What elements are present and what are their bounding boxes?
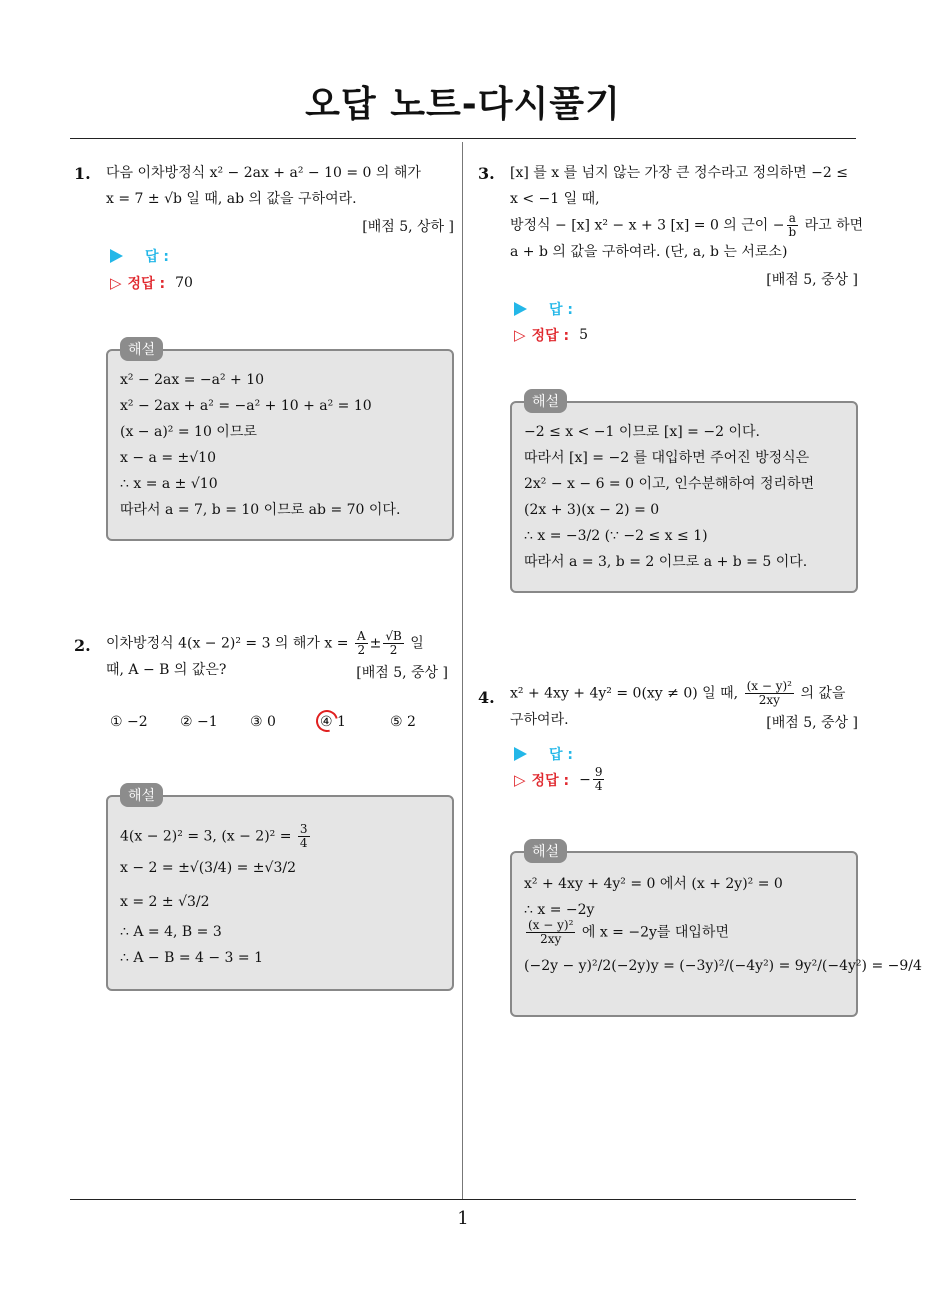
solution-line: 따라서 [x] = −2 를 대입하면 주어진 방정식은 <box>524 450 810 466</box>
explanation-tag: 해설 <box>120 337 163 361</box>
solution-line: 따라서 a = 7, b = 10 이므로 ab = 70 이다. <box>120 502 401 518</box>
question-line: x < −1 일 때, <box>510 191 600 207</box>
fraction: $\frac{A}{2}$ <box>356 629 366 657</box>
answer-row <box>514 744 573 764</box>
correct-fraction: $\frac{9}{4}$ <box>594 765 603 793</box>
fraction: $\frac{a}{b}$ <box>788 211 797 239</box>
answer-row <box>514 299 573 319</box>
choice-4[interactable]: ④ 1 <box>320 714 346 730</box>
solution-line: −2 ≤ x < −1 이므로 [x] = −2 이다. <box>524 424 760 440</box>
outline-triangle-icon: ▷ <box>514 770 526 789</box>
explanation-tag: 해설 <box>524 839 567 863</box>
score-meta: [배점 5, 중상 ] <box>766 715 858 731</box>
correct-label: 정답 : <box>127 276 166 292</box>
question-text: 이차방정식 4(x − 2)² = 3 의 해가 x = <box>106 635 349 652</box>
fraction: $\frac{√B}{2}$ <box>385 629 402 657</box>
answer-circle-mark <box>312 706 342 736</box>
page-number: 1 <box>457 1208 469 1229</box>
question-line: a + b 의 값을 구하여라. (단, a, b 는 서로소) <box>510 244 788 260</box>
correct-row <box>110 273 193 293</box>
top-divider <box>70 138 856 139</box>
solution-line: x − 2 = ±√(3/4) = ±√3/2 <box>120 860 296 876</box>
bottom-divider <box>70 1199 856 1200</box>
explanation-tag: 해설 <box>524 389 567 413</box>
solution-line: ∴ x = −3/2 (∵ −2 ≤ x ≤ 1) <box>524 528 708 544</box>
solution-line: 따라서 a = 3, b = 2 이므로 a + b = 5 이다. <box>524 554 808 570</box>
explanation-box <box>510 844 922 1017</box>
solution-line: $\frac{\text{(x − y)²}}{2xy}$ 에 x = −2y를 대입하면 <box>528 918 729 946</box>
question-text: 의 값을 <box>800 685 846 702</box>
solution-line: x² + 4xy + 4y² = 0 에서 (x + 2y)² = 0 <box>524 876 783 892</box>
answer-label: 답 : <box>549 302 573 318</box>
question-line: [x] 를 x 를 넘지 않는 가장 큰 정수라고 정의하면 −2 ≤ <box>510 165 848 181</box>
question-text: 방정식 − [x] x² − x + 3 [x] = 0 의 근이 − <box>510 217 785 234</box>
solution-line: (2x + 3)(x − 2) = 0 <box>524 502 660 518</box>
problem-number: 4. <box>478 688 495 707</box>
correct-sign: − <box>579 771 591 788</box>
problem-number: 2. <box>74 636 91 655</box>
solution-line: (−2y − y)²/2(−2y)y = (−3y)²/(−4y²) = 9y²/(−4y²) = −9/4 <box>524 958 922 974</box>
question-line: 구하여라. <box>510 712 569 728</box>
solution-line: ∴ A = 4, B = 3 <box>120 924 222 940</box>
problem-question <box>106 160 456 212</box>
choice-2[interactable]: ② −1 <box>180 714 218 730</box>
fraction: $\frac{\text{(x − y)²}}{2xy}$ <box>746 679 792 707</box>
solution-line: 2x² − x − 6 = 0 이고, 인수분해하여 정리하면 <box>524 476 815 492</box>
choice-1[interactable]: ① −2 <box>110 714 148 730</box>
question-text: x² + 4xy + 4y² = 0(xy ≠ 0) 일 때, <box>510 685 739 702</box>
solution-line: x² − 2ax + a² = −a² + 10 + a² = 10 <box>120 398 372 414</box>
problem-number: 3. <box>478 164 495 183</box>
page-title: 오답 노트-다시풀기 <box>305 84 621 125</box>
correct-row <box>514 766 606 793</box>
answer-row <box>110 246 169 266</box>
play-triangle-icon <box>514 302 527 316</box>
play-triangle-icon <box>110 249 123 263</box>
choice-3[interactable]: ③ 0 <box>250 714 276 730</box>
solution-line: x² − 2ax = −a² + 10 <box>120 372 265 388</box>
explanation-tag: 해설 <box>120 783 163 807</box>
question-line: x = 7 ± √b 일 때, ab 의 값을 구하여라. <box>106 191 357 207</box>
problem-number: 1. <box>74 164 91 183</box>
problem-question <box>510 160 864 265</box>
solution-line: x − a = ±√10 <box>120 450 216 466</box>
question-line: 다음 이차방정식 x² − 2ax + a² − 10 = 0 의 해가 <box>106 165 421 181</box>
solution-line: ∴ x = −2y <box>524 902 595 918</box>
answer-label: 답 : <box>145 249 169 265</box>
correct-row <box>514 325 588 345</box>
correct-label: 정답 : <box>531 772 570 789</box>
solution-line: ∴ A − B = 4 − 3 = 1 <box>120 950 264 966</box>
solution-line: x = 2 ± √3/2 <box>120 894 210 910</box>
explanation-box <box>106 342 454 541</box>
solution-line: (x − a)² = 10 이므로 <box>120 424 257 440</box>
problem-question: 이차방정식 4(x − 2)² = 3 의 해가 x = $\frac{A}{2}$ ± $\frac{√B}{2}$ 일 때, A − B 의 값은? <box>106 630 456 683</box>
column-divider <box>462 142 463 1200</box>
score-meta: [배점 5, 중상 ] <box>356 665 448 681</box>
question-line: 때, A − B 의 값은? <box>106 662 227 678</box>
correct-label: 정답 : <box>531 328 570 344</box>
play-triangle-icon <box>514 747 527 761</box>
outline-triangle-icon: ▷ <box>514 326 526 344</box>
choice-5[interactable]: ⑤ 2 <box>390 714 416 730</box>
score-meta: [배점 5, 중상 ] <box>766 272 858 288</box>
question-text: 라고 하면 <box>804 217 864 234</box>
outline-triangle-icon: ▷ <box>110 274 122 292</box>
explanation-box <box>510 394 858 593</box>
explanation-box <box>106 788 454 991</box>
correct-value: 70 <box>175 275 193 291</box>
answer-label: 답 : <box>549 747 573 763</box>
correct-value: 5 <box>579 327 588 343</box>
score-meta: [배점 5, 상하 ] <box>362 219 454 235</box>
solution-line: 4(x − 2)² = 3, (x − 2)² = $\frac{3}{4}$ <box>120 822 308 850</box>
solution-line: ∴ x = a ± √10 <box>120 476 218 492</box>
question-text: 일 <box>410 635 424 652</box>
